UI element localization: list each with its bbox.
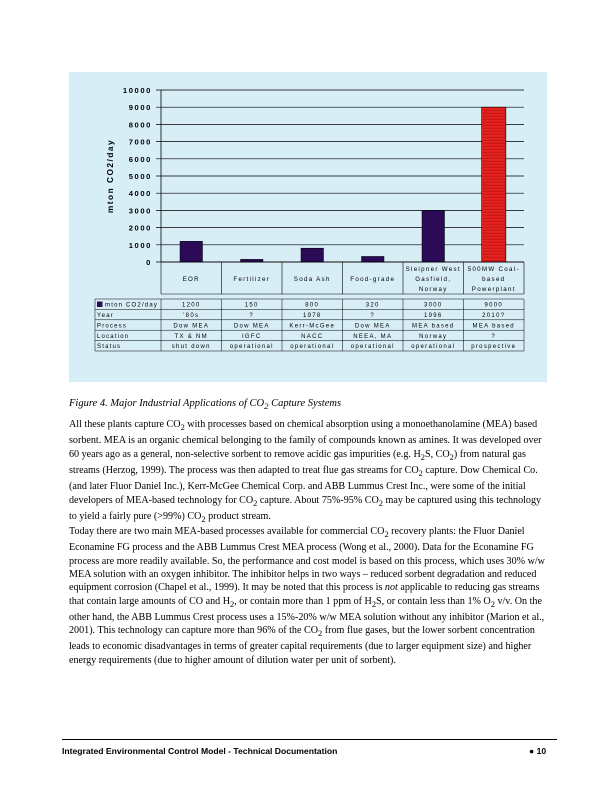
table-cell: MEA based bbox=[472, 323, 515, 330]
table-cell: ? bbox=[491, 333, 497, 340]
page-number: ● 10 bbox=[529, 746, 547, 756]
y-tick-label: 6000 bbox=[128, 154, 152, 164]
paragraph-1-segment: 2 bbox=[449, 452, 454, 462]
category-label: 500MW Coal- bbox=[467, 266, 520, 273]
paragraph-2-segment: recovery plants: the Fluor Daniel Econamine FG process and the ABB Lummus Crest MEA process (Wong et al., 2000). Data for the Econamine FG process are more readily available. So, the performance and cost model is based on this process, which uses 30% w/w MEA solution with an oxygen inhibitor. The inhibitor helps in two ways – reduced sorbent degradation and reduced equipment corrosion (Chapel et al., 1999). It may be noted that this process is bbox=[69, 526, 545, 594]
caption-subscript: 2 bbox=[264, 401, 269, 412]
paragraph-1-segment: product stream. bbox=[205, 510, 271, 522]
table-cell: 2010? bbox=[482, 313, 506, 319]
bar bbox=[180, 241, 202, 262]
table-cell: ? bbox=[249, 313, 255, 319]
figure-chart bbox=[69, 72, 547, 382]
table-cell: 9000 bbox=[484, 302, 504, 309]
bar bbox=[301, 248, 323, 262]
bar bbox=[422, 210, 444, 262]
caption-lead: Figure 4. Major Industrial Applications of CO bbox=[69, 398, 265, 409]
paragraph-2-segment: v/v. On the other hand, the ABB Lummus Crest process uses a 15%-20% w/w MEA solution without any inhibitor (Marion et al., 2001). This technology can capture more than 96% of the CO bbox=[69, 595, 545, 637]
y-tick-label: 2000 bbox=[128, 223, 152, 233]
table-cell: 800 bbox=[305, 302, 320, 309]
paragraph-1-segment: may be captured using this technology to yield a fairly pure (>99%) CO bbox=[69, 494, 542, 522]
y-tick-label: 9000 bbox=[128, 103, 152, 113]
y-tick-label: 0 bbox=[146, 258, 152, 267]
category-label: Sleipner West bbox=[405, 266, 461, 273]
table-row-label: Process bbox=[97, 323, 128, 330]
table-cell: prospective bbox=[471, 344, 517, 351]
y-tick-label: 8000 bbox=[128, 120, 152, 130]
paragraph-2-segment: 2 bbox=[490, 599, 495, 609]
paragraph-2-segment: 2 bbox=[371, 599, 377, 609]
table-cell: operational bbox=[411, 344, 456, 351]
footer-rule bbox=[62, 739, 557, 740]
paragraph-1-segment: S, CO bbox=[424, 448, 450, 460]
category-label: based bbox=[482, 276, 506, 283]
y-tick-label: 3000 bbox=[128, 206, 152, 216]
paragraph-1-segment: 2 bbox=[201, 514, 206, 524]
table-cell: MEA based bbox=[412, 323, 455, 330]
category-label: Soda Ash bbox=[293, 276, 331, 283]
category-label: Norway bbox=[418, 286, 448, 293]
paragraph-1 bbox=[69, 418, 547, 526]
table-cell: 1200 bbox=[181, 302, 201, 309]
table-cell: Norway bbox=[419, 333, 448, 340]
table-cell: operational bbox=[229, 344, 274, 351]
caption-tail: Capture Systems bbox=[268, 398, 342, 409]
category-label: Food-grade bbox=[350, 276, 396, 283]
table-cell: NEEA, MA bbox=[353, 333, 393, 340]
table-cell: operational bbox=[290, 344, 335, 351]
table-cell: NACC bbox=[301, 333, 324, 340]
paragraph-2-segment: 2 bbox=[318, 629, 323, 639]
table-cell: TX & NM bbox=[174, 333, 208, 340]
paragraph-2-segment: S, or contain less than 1% O bbox=[376, 595, 491, 607]
table-cell: Kerr-McGee bbox=[289, 323, 336, 330]
y-tick-label: 4000 bbox=[128, 189, 152, 199]
paragraph-2-segment: from flue gases, but the lower sorbent concentration leads to economic disadvantages in terms of greater capital requirements (due to larger equipment size) and higher energy requirements (due to higher amount of dilution water per unit of sorbent). bbox=[69, 625, 535, 666]
figure-caption bbox=[69, 398, 549, 411]
table-cell: 150 bbox=[244, 302, 259, 309]
paragraph-2 bbox=[69, 525, 547, 667]
paragraph-1-segment: 2 bbox=[253, 498, 258, 508]
y-axis-title: mton CO2/day bbox=[105, 138, 115, 214]
table-cell: 3000 bbox=[423, 302, 443, 309]
footer-title: Integrated Environmental Control Model - Technical Documentation bbox=[62, 746, 338, 756]
table-cell: 1978 bbox=[302, 313, 322, 319]
category-label: EOR bbox=[182, 276, 200, 283]
paragraph-1-segment: ) from natural gas streams (Herzog, 1999). The process was then adapted to treat flue gas streams for CO bbox=[69, 448, 526, 476]
table-cell: Dow MEA bbox=[354, 323, 391, 330]
table-cell: '80s bbox=[183, 313, 200, 319]
table-cell: Dow MEA bbox=[233, 323, 270, 330]
table-cell: IGFC bbox=[241, 333, 262, 340]
table-cell: ? bbox=[370, 313, 376, 319]
paragraph-2-segment: applicable to reducing gas streams that contain large amounts of CO and H bbox=[69, 582, 540, 607]
paragraph-1-segment: capture. Dow Chemical Co. (and later Fluor Daniel Inc.), Kerr-McGee Chemical Corp. and ABB Lummus Crest Inc., were some of the initial developers of MEA-based technology for CO bbox=[69, 464, 538, 506]
paragraph-1-segment: capture. About 75%-95% CO bbox=[257, 494, 379, 506]
co2-capture-chart bbox=[69, 72, 547, 382]
y-tick-label: 7000 bbox=[128, 137, 152, 147]
paragraph-2-segment: 2 bbox=[230, 599, 235, 609]
paragraph-1-segment: 2 bbox=[420, 452, 425, 462]
category-label: Powerplant bbox=[471, 286, 516, 293]
table-cell: Dow MEA bbox=[173, 323, 210, 330]
paragraph-1-segment: 2 bbox=[418, 468, 423, 478]
paragraph-2-segment: 2 bbox=[384, 530, 389, 540]
bar bbox=[482, 107, 506, 262]
paragraph-2-segment: , or contain more than 1 ppm of H bbox=[234, 595, 372, 607]
table-row-label: Location bbox=[97, 333, 130, 340]
table-cell: 320 bbox=[365, 302, 380, 309]
y-tick-label: 1000 bbox=[128, 240, 152, 250]
category-label: Gasfield, bbox=[415, 276, 452, 283]
y-tick-label: 10000 bbox=[122, 86, 152, 95]
table-row-label: Status bbox=[97, 344, 122, 351]
table-cell: operational bbox=[350, 344, 395, 351]
paragraph-2-segment: not bbox=[384, 582, 398, 594]
category-label: Fertilizer bbox=[233, 276, 271, 283]
table-cell: shut down bbox=[171, 344, 211, 351]
paragraph-1-segment: 2 bbox=[180, 423, 185, 433]
table-cell: 1996 bbox=[423, 313, 443, 319]
legend-key bbox=[97, 302, 103, 308]
paragraph-1-segment: 2 bbox=[378, 498, 383, 508]
paragraph-1-segment: with processes based on chemical absorption using a monoethanolamine (MEA) based sorbent. MEA is an organic chemical belonging to the family of compounds known as amines. It was developed over 60 years ago as a general, non-selective sorbent to remove acidic gas impurities (e.g. H bbox=[69, 419, 542, 460]
table-row-label: Year bbox=[97, 313, 114, 319]
paragraph-2-segment: Today there are two main MEA-based processes available for commercial CO bbox=[69, 526, 385, 537]
table-row-label: mton CO2/day bbox=[105, 302, 159, 309]
paragraph-1-segment: All these plants capture CO bbox=[69, 419, 181, 430]
y-tick-label: 5000 bbox=[128, 172, 152, 181]
bar bbox=[362, 256, 384, 262]
